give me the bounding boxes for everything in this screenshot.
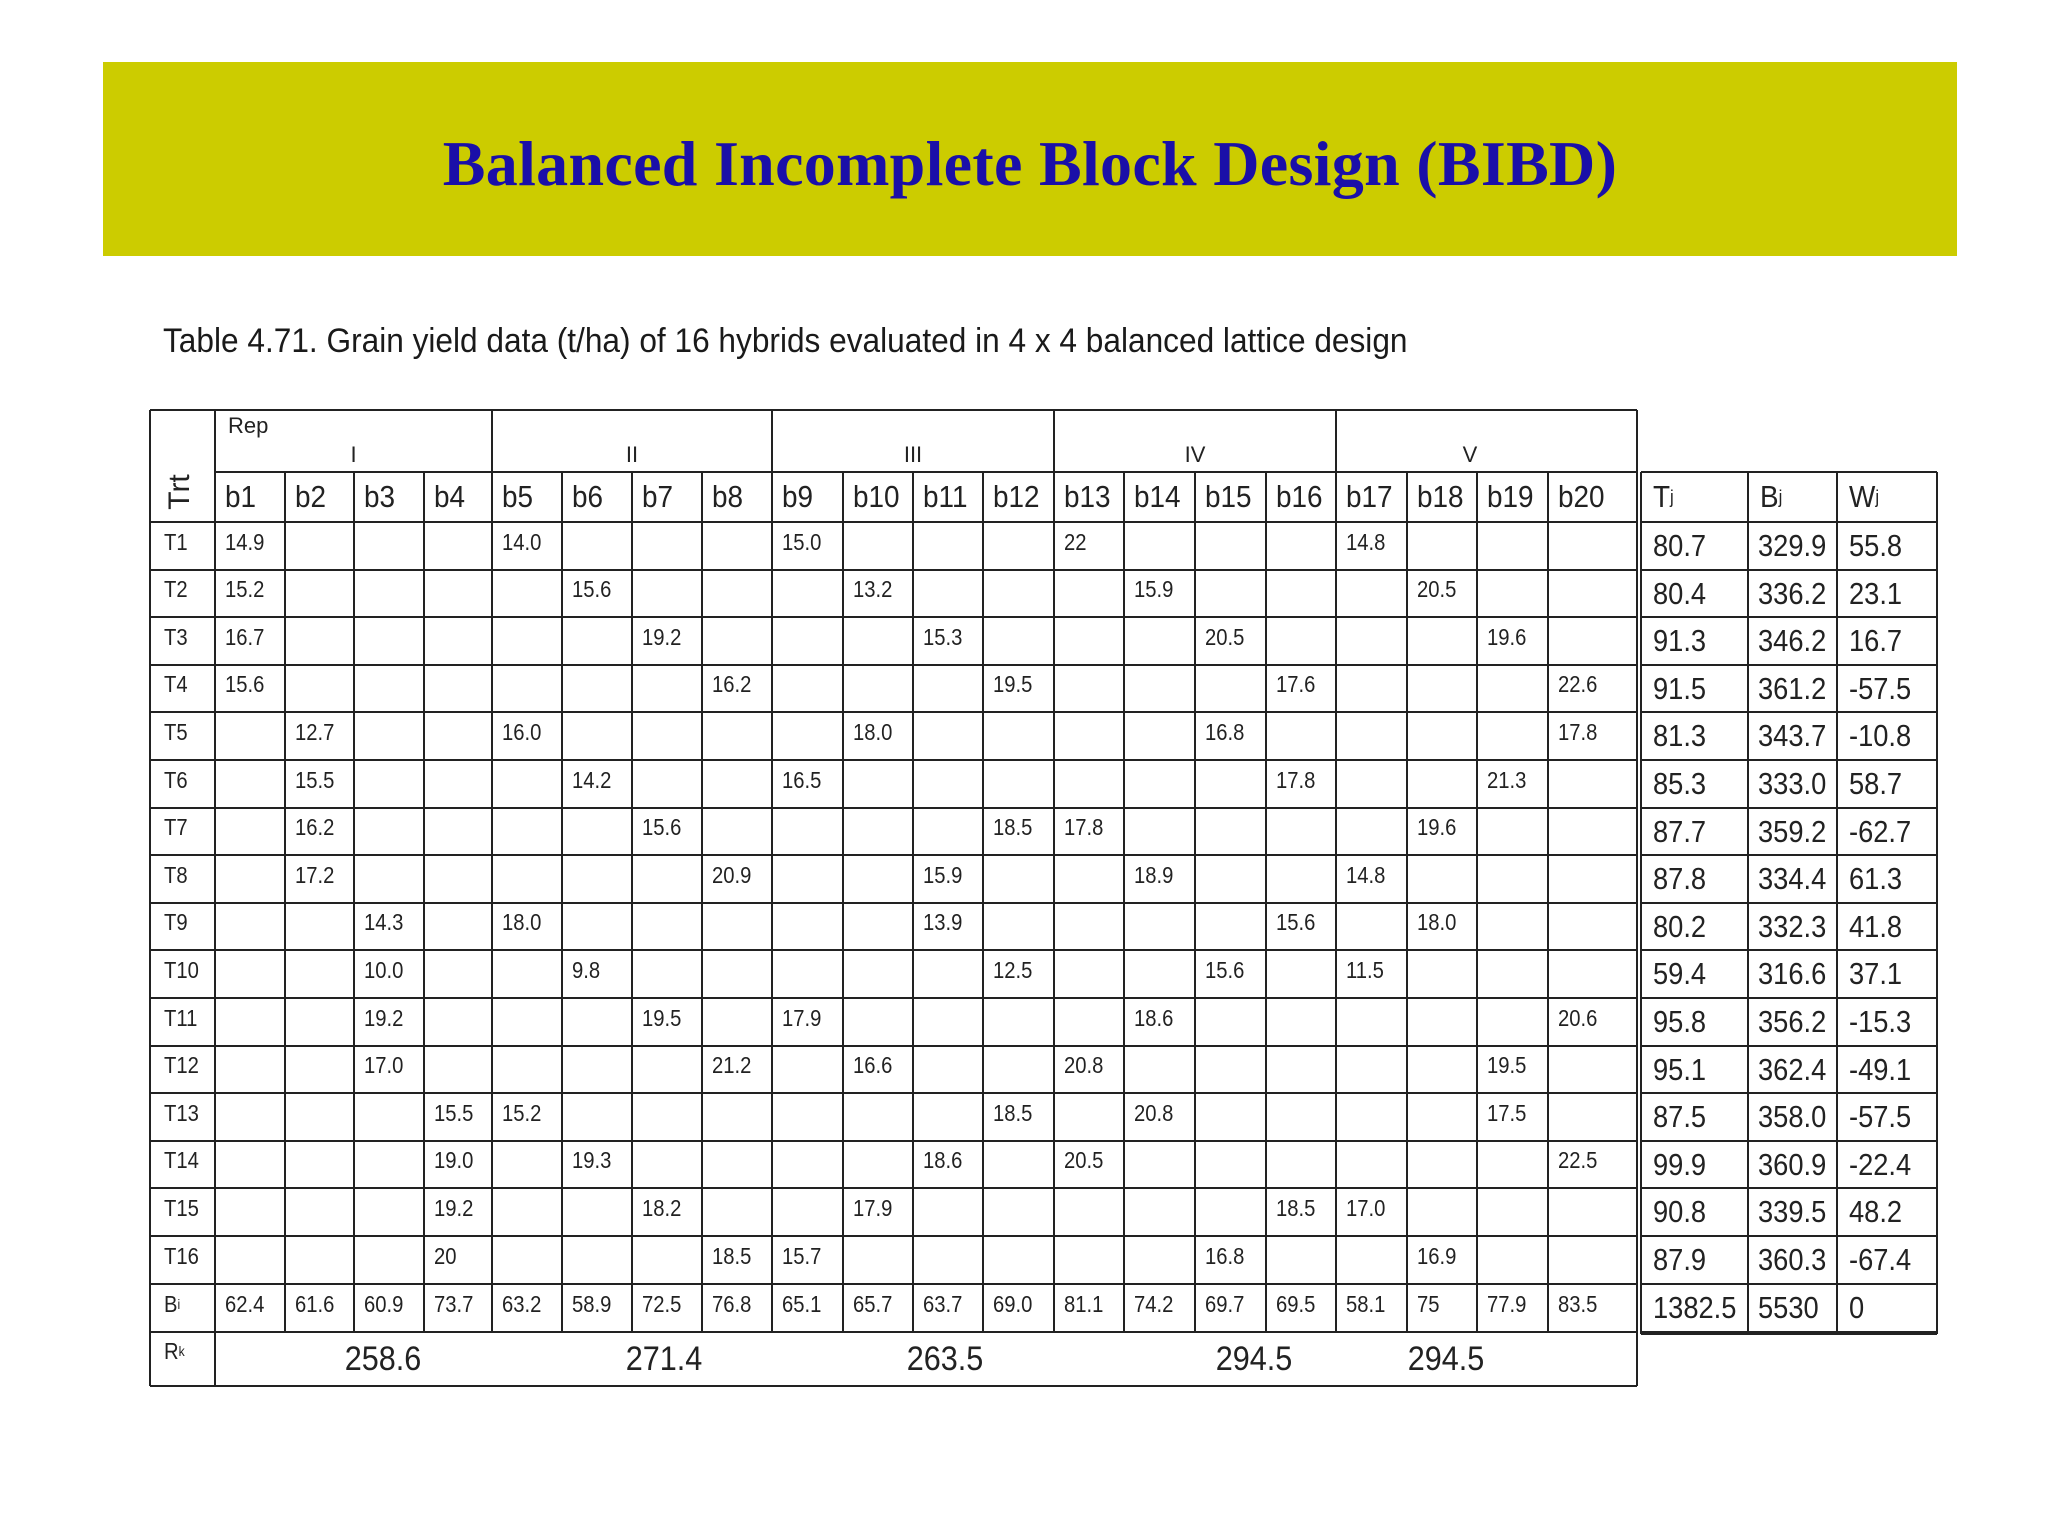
bj-value: 336.2: [1758, 575, 1827, 611]
rep-5: V: [1462, 442, 1478, 467]
yield-cell: 20.5: [1064, 1147, 1104, 1173]
tj-value: 59.4: [1653, 956, 1707, 991]
yield-cell: 15.6: [225, 671, 265, 697]
yield-cell: 18.6: [923, 1147, 963, 1173]
yield-cell: 17.9: [853, 1194, 893, 1221]
tj-value: 80.2: [1653, 908, 1707, 944]
rep-label: Rep: [228, 413, 269, 438]
block-total: 83.5: [1558, 1290, 1598, 1317]
yield-cell: 17.6: [1276, 671, 1316, 697]
yield-cell: 15.0: [782, 528, 822, 555]
wj-value: -49.1: [1849, 1051, 1912, 1087]
wj-value: -10.8: [1849, 718, 1912, 753]
wj-value: 48.2: [1849, 1194, 1903, 1229]
yield-cell: 14.0: [502, 528, 542, 555]
grand-tj: 1382.5: [1653, 1290, 1737, 1325]
yield-cell: 18.6: [1134, 1004, 1174, 1031]
yield-cell: 15.9: [1134, 576, 1174, 602]
block-total: 76.8: [712, 1290, 752, 1317]
yield-cell: 17.0: [364, 1052, 404, 1078]
bj-value: 360.3: [1758, 1242, 1827, 1277]
grand-bj: 5530: [1758, 1290, 1819, 1325]
yield-cell: 20.5: [1417, 576, 1457, 602]
yield-cell: 17.9: [782, 1004, 822, 1031]
yield-cell: 18.5: [993, 814, 1033, 840]
block-header-b16: b16: [1276, 479, 1323, 514]
yield-cell: 17.8: [1064, 814, 1104, 840]
bj-value: 333.0: [1758, 766, 1827, 801]
slide-title: Balanced Incomplete Block Design (BIBD): [442, 128, 1618, 199]
yield-cell: 20: [434, 1242, 457, 1269]
block-total: 58.9: [572, 1290, 612, 1317]
block-header-b6: b6: [572, 479, 604, 514]
wj-value: 23.1: [1849, 575, 1903, 611]
yield-cell: 12.7: [295, 718, 335, 745]
rep-2: II: [625, 442, 639, 467]
tj-value: 87.7: [1653, 813, 1707, 849]
yield-cell: 14.3: [364, 909, 404, 935]
yield-cell: 15.9: [923, 861, 963, 888]
block-header-b8: b8: [712, 479, 744, 514]
yield-cell: 14.2: [572, 766, 612, 793]
trt-label: T10: [164, 956, 199, 983]
wj-value: 37.1: [1849, 956, 1903, 991]
block-header-b10: b10: [853, 479, 900, 514]
yield-cell: 16.0: [502, 718, 542, 745]
block-total: 63.2: [502, 1290, 542, 1317]
trt-label: T16: [164, 1242, 199, 1269]
yield-cell: 15.7: [782, 1242, 822, 1269]
yield-cell: 18.5: [1276, 1194, 1316, 1221]
wj-value: -15.3: [1849, 1004, 1912, 1039]
yield-cell: 16.5: [782, 766, 822, 793]
yield-cell: 22.6: [1558, 671, 1598, 697]
trt-label: T7: [164, 814, 188, 840]
tj-value: 87.5: [1653, 1099, 1707, 1134]
yield-cell: 16.9: [1417, 1242, 1457, 1269]
rep-total-2: 271.4: [625, 1339, 703, 1378]
yield-cell: 18.5: [993, 1099, 1033, 1126]
tj-value: 90.8: [1653, 1194, 1707, 1229]
yield-cell: 20.8: [1064, 1052, 1104, 1078]
title-banner: [103, 62, 1957, 256]
rep-total-4: 294.5: [1215, 1339, 1293, 1378]
yield-cell: 20.9: [712, 861, 752, 888]
wj-value: 61.3: [1849, 861, 1903, 896]
bj-header: B j: [1760, 479, 1783, 514]
yield-cell: 16.8: [1205, 1242, 1245, 1269]
yield-cell: 18.0: [853, 718, 893, 745]
grand-wj: 0: [1849, 1290, 1865, 1325]
yield-cell: 21.2: [712, 1052, 752, 1078]
wj-value: -67.4: [1849, 1242, 1912, 1277]
block-total: 69.0: [993, 1290, 1033, 1317]
tj-value: 80.7: [1653, 528, 1707, 563]
bj-value: 358.0: [1758, 1099, 1827, 1134]
block-header-b15: b15: [1205, 479, 1252, 514]
yield-cell: 15.6: [1276, 909, 1316, 935]
block-header-b7: b7: [642, 479, 674, 514]
bj-value: 359.2: [1758, 813, 1827, 849]
yield-cell: 14.9: [225, 528, 265, 555]
bi-label: B i: [164, 1290, 181, 1317]
yield-cell: 17.2: [295, 861, 335, 888]
yield-cell: 10.0: [364, 956, 404, 983]
yield-cell: 19.0: [434, 1147, 474, 1173]
block-total: 65.7: [853, 1290, 893, 1317]
bj-value: 361.2: [1758, 670, 1827, 706]
yield-cell: 19.2: [642, 623, 682, 650]
block-header-b4: b4: [434, 479, 466, 514]
bj-value: 334.4: [1758, 861, 1827, 896]
trt-label: T5: [164, 718, 188, 745]
yield-cell: 21.3: [1487, 766, 1527, 793]
trt-label: T11: [164, 1004, 198, 1031]
block-total: 75: [1417, 1290, 1440, 1317]
yield-cell: 19.2: [434, 1194, 474, 1221]
block-header-b5: b5: [502, 479, 534, 514]
yield-cell: 15.3: [923, 623, 963, 650]
block-header-b3: b3: [364, 479, 396, 514]
tj-value: 91.3: [1653, 623, 1707, 658]
yield-cell: 11.5: [1346, 956, 1384, 983]
trt-label: T2: [164, 576, 188, 602]
wj-value: -57.5: [1849, 670, 1912, 706]
bj-value: 362.4: [1758, 1051, 1827, 1087]
trt-label: T15: [164, 1194, 199, 1221]
yield-cell: 12.5: [993, 956, 1033, 983]
yield-cell: 19.5: [1487, 1052, 1527, 1078]
yield-cell: 16.2: [295, 814, 335, 840]
yield-cell: 15.5: [295, 766, 335, 793]
yield-cell: 19.5: [642, 1004, 682, 1031]
block-total: 60.9: [364, 1290, 404, 1317]
yield-cell: 17.5: [1487, 1099, 1527, 1126]
block-total: 69.7: [1205, 1290, 1245, 1317]
yield-cell: 18.0: [502, 909, 542, 935]
yield-cell: 13.2: [853, 576, 893, 602]
bj-value: 329.9: [1758, 528, 1827, 563]
block-total: 74.2: [1134, 1290, 1174, 1317]
yield-cell: 19.5: [993, 671, 1033, 697]
yield-cell: 20.8: [1134, 1099, 1174, 1126]
table-caption: Table 4.71. Grain yield data (t/ha) of 16 hybrids evaluated in 4 x 4 balanced lattice design: [163, 322, 1408, 360]
yield-cell: 15.2: [502, 1099, 542, 1126]
wj-value: -62.7: [1849, 813, 1912, 849]
yield-cell: 22.5: [1558, 1147, 1598, 1173]
block-total: 63.7: [923, 1290, 963, 1317]
tj-value: 95.1: [1653, 1051, 1707, 1087]
trt-label: T9: [164, 909, 188, 935]
block-header-b17: b17: [1346, 479, 1393, 514]
tj-value: 85.3: [1653, 766, 1707, 801]
tj-value: 81.3: [1653, 718, 1707, 753]
yield-cell: 19.6: [1487, 623, 1527, 650]
block-header-b13: b13: [1064, 479, 1111, 514]
wj-value: 55.8: [1849, 528, 1903, 563]
block-header-b1: b1: [225, 479, 257, 514]
trt-label: T1: [164, 528, 188, 555]
block-header-b19: b19: [1487, 479, 1534, 514]
wj-header: W j: [1849, 479, 1880, 514]
yield-cell: 18.2: [642, 1194, 682, 1221]
tj-value: 95.8: [1653, 1004, 1707, 1039]
bj-value: 343.7: [1758, 718, 1827, 753]
trt-label: T4: [164, 671, 188, 697]
yield-cell: 19.2: [364, 1004, 404, 1031]
wj-value: -57.5: [1849, 1099, 1912, 1134]
wj-value: 58.7: [1849, 766, 1903, 801]
trt-label: T12: [164, 1052, 199, 1078]
yield-cell: 19.3: [572, 1147, 612, 1173]
block-total: 73.7: [434, 1290, 474, 1317]
block-total: 58.1: [1346, 1290, 1386, 1317]
wj-value: -22.4: [1849, 1146, 1912, 1182]
tj-value: 87.8: [1653, 861, 1707, 896]
rep-4: IV: [1184, 442, 1206, 467]
bj-value: 360.9: [1758, 1146, 1827, 1182]
rep-total-1: 258.6: [344, 1339, 422, 1378]
block-total: 62.4: [225, 1290, 265, 1317]
yield-cell: 16.6: [853, 1052, 893, 1078]
block-header-b9: b9: [782, 479, 814, 514]
tj-header: T j: [1653, 479, 1674, 514]
yield-cell: 18.0: [1417, 909, 1457, 935]
yield-cell: 14.8: [1346, 861, 1386, 888]
rep-3: III: [903, 442, 923, 467]
trt-header: Trt: [162, 474, 196, 510]
tj-value: 99.9: [1653, 1146, 1707, 1182]
wj-value: 16.7: [1849, 623, 1903, 658]
yield-cell: 18.5: [712, 1242, 752, 1269]
tj-value: 87.9: [1653, 1242, 1707, 1277]
yield-cell: 19.6: [1417, 814, 1457, 840]
wj-value: 41.8: [1849, 908, 1903, 944]
rk-label: R k: [164, 1337, 185, 1364]
yield-cell: 14.8: [1346, 528, 1386, 555]
yield-cell: 18.9: [1134, 861, 1174, 888]
bj-value: 332.3: [1758, 908, 1827, 944]
yield-cell: 16.7: [225, 623, 265, 650]
bj-value: 356.2: [1758, 1004, 1827, 1039]
trt-label: T14: [164, 1147, 199, 1173]
yield-cell: 15.6: [572, 576, 612, 602]
rep-total-3: 263.5: [906, 1339, 984, 1378]
yield-cell: 20.5: [1205, 623, 1245, 650]
yield-cell: 20.6: [1558, 1004, 1598, 1031]
tj-value: 91.5: [1653, 670, 1707, 706]
block-header-b20: b20: [1558, 479, 1605, 514]
bj-value: 316.6: [1758, 956, 1827, 991]
block-header-b18: b18: [1417, 479, 1464, 514]
trt-label: T3: [164, 623, 188, 650]
block-total: 69.5: [1276, 1290, 1316, 1317]
block-header-b14: b14: [1134, 479, 1181, 514]
block-header-b12: b12: [993, 479, 1040, 514]
yield-cell: 15.6: [642, 814, 682, 840]
block-header-b11: b11: [923, 479, 968, 514]
block-total: 77.9: [1487, 1290, 1527, 1317]
yield-cell: 13.9: [923, 909, 963, 935]
yield-cell: 16.2: [712, 671, 752, 697]
block-header-b2: b2: [295, 479, 327, 514]
yield-cell: 15.5: [434, 1099, 474, 1126]
block-total: 61.6: [295, 1290, 335, 1317]
tj-value: 80.4: [1653, 575, 1707, 611]
yield-cell: 17.8: [1276, 766, 1316, 793]
rep-total-5: 294.5: [1407, 1339, 1485, 1378]
yield-cell: 22: [1064, 528, 1087, 555]
block-total: 65.1: [782, 1290, 822, 1317]
yield-cell: 15.6: [1205, 956, 1245, 983]
yield-cell: 17.8: [1558, 718, 1598, 745]
bj-value: 346.2: [1758, 623, 1827, 658]
bj-value: 339.5: [1758, 1194, 1827, 1229]
yield-cell: 17.0: [1346, 1194, 1386, 1221]
rep-1: I: [350, 442, 357, 467]
trt-label: T8: [164, 861, 188, 888]
trt-label: T6: [164, 766, 188, 793]
yield-cell: 15.2: [225, 576, 265, 602]
block-total: 81.1: [1064, 1290, 1104, 1317]
trt-label: T13: [164, 1099, 199, 1126]
block-total: 72.5: [642, 1290, 682, 1317]
yield-cell: 9.8: [572, 956, 601, 983]
yield-cell: 16.8: [1205, 718, 1245, 745]
